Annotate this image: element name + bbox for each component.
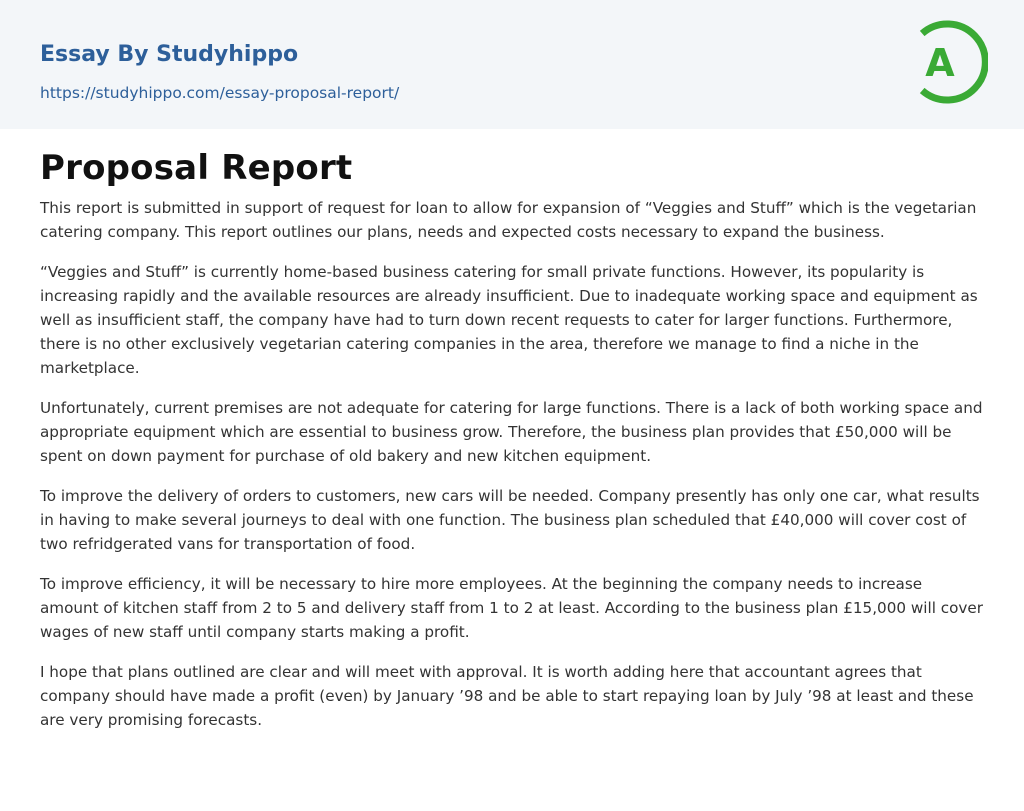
site-brand[interactable]: Essay By Studyhippo [40,42,299,67]
paragraph-3: Unfortunately, current premises are not adequate for catering for large functions. There is a lack of both working space and appropriate equipment which are essential to business grow. Therefore, the business plan provides that £50,000 will be spent on down payment for purchase of old bakery and new kitchen equipment. [40,399,983,465]
paragraph-4: To improve the delivery of orders to customers, new cars will be needed. Company presently has only one car, what results in having to make several journeys to deal with one function. The business plan scheduled that £40,000 will cover cost of two refridgerated vans for transportation of food. [40,487,980,553]
site-header [0,0,1024,129]
paragraph-1: This report is submitted in support of request for loan to allow for expansion of “Veggies and Stuff” which is the vegetarian catering company. This report outlines our plans, needs and expected costs necessary to expand the business. [40,199,977,241]
paragraph-5: To improve efficiency, it will be necessary to hire more employees. At the beginning the company needs to increase amount of kitchen staff from 2 to 5 and delivery staff from 1 to 2 at least. According to the business plan £15,000 will cover wages of new staff until company starts making a profit. [40,575,983,641]
logo-letter: A [925,41,955,85]
page-url-link[interactable]: https://studyhippo.com/essay-proposal-report/ [40,84,400,102]
page-title: Proposal Report [40,148,353,188]
article [40,142,985,748]
paragraph-6: I hope that plans outlined are clear and will meet with approval. It is worth adding here that accountant agrees that company should have made a profit (even) by January ’98 and be able to start repaying loan by July ’98 at least and these are very promising forecasts. [40,663,974,729]
studyhippo-logo-icon[interactable] [912,19,988,105]
article-body [40,196,985,732]
paragraph-2: “Veggies and Stuff” is currently home-based business catering for small private functions. However, its popularity is increasing rapidly and the available resources are already insufficient. Due to inadequate working space and equipment as well as insufficient staff, the company have had to turn down recent requests to cater for larger functions. Furthermore, there is no other exclusively vegetarian catering companies in the area, therefore we manage to find a niche in the marketplace. [40,263,978,377]
